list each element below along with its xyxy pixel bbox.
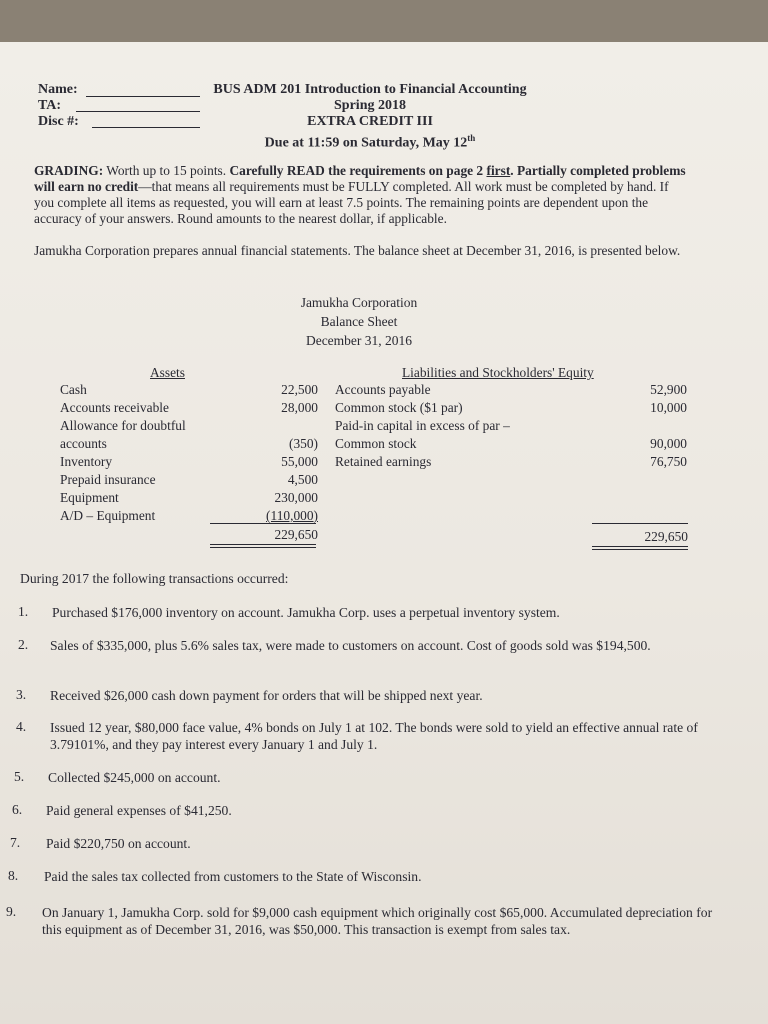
asset-row: Prepaid insurance 4,500	[60, 472, 318, 487]
assets-heading: Assets	[150, 365, 185, 380]
transaction-number: 7.	[10, 835, 21, 850]
transaction-text: Issued 12 year, $80,000 face value, 4% bonds on July 1 at 102. The bonds were sold to yield an effective annual rate of 3.79101%, and they pay interest every January 1 and July 1.	[50, 720, 698, 752]
transaction-text: Paid the sales tax collected from customers to the State of Wisconsin.	[44, 869, 422, 884]
asset-row: Allowance for doubtful	[60, 418, 186, 433]
liability-row: Accounts payable 52,900	[335, 382, 687, 397]
transaction-text: Paid general expenses of $41,250.	[46, 803, 232, 818]
course-title: BUS ADM 201 Introduction to Financial Accounting	[213, 82, 527, 97]
statement-heading	[234, 293, 484, 350]
transaction-number: 2.	[18, 637, 29, 652]
asset-row: Accounts receivable 28,000	[60, 400, 318, 415]
statement-name: Balance Sheet	[320, 314, 398, 329]
liability-row: Paid-in capital in excess of par –	[335, 418, 510, 433]
transaction-number: 5.	[14, 769, 25, 784]
liabilities-total-double-rule	[592, 546, 688, 550]
transaction-number: 3.	[16, 687, 27, 702]
asset-row: Cash 22,500	[60, 382, 318, 397]
liabilities-total: 229,650	[644, 529, 688, 544]
company-name: Jamukha Corporation	[300, 295, 418, 310]
transaction-number: 9.	[6, 904, 17, 919]
transaction-text: Collected $245,000 on account.	[48, 770, 221, 785]
asset-row: A/D – Equipment (110,000)	[60, 508, 318, 523]
liability-row: Common stock ($1 par) 10,000	[335, 400, 687, 415]
disc-blank	[92, 127, 200, 128]
disc-label: Disc #:	[38, 114, 79, 129]
transaction-number: 1.	[18, 604, 29, 619]
transaction-number: 4.	[16, 719, 27, 734]
ta-blank	[76, 111, 200, 112]
assets-total-double-rule	[210, 544, 316, 548]
assets-total: 229,650	[274, 527, 318, 542]
course-title-block	[200, 82, 540, 152]
liability-row: Common stock 90,000	[335, 436, 687, 451]
name-blank	[86, 96, 200, 97]
assets-list	[60, 381, 318, 525]
transaction-text: Received $26,000 cash down payment for orders that will be shipped next year.	[50, 688, 483, 703]
liabilities-list	[335, 381, 687, 471]
name-label: Name:	[38, 82, 78, 97]
intro-paragraph: Jamukha Corporation prepares annual financial statements. The balance sheet at December 31, 2016, is presented below.	[34, 243, 681, 258]
liabilities-subtotal-rule	[592, 523, 688, 524]
transactions-intro: During 2017 the following transactions occurred:	[20, 571, 289, 586]
due-date: Due at 11:59 on Saturday, May 12th	[264, 133, 476, 151]
transaction-text: On January 1, Jamukha Corp. sold for $9,000 cash equipment which originally cost $65,000. Accumulated depreciation for this equipment as of December 31, 2016, was $50,000. This transaction is exempt from sales tax.	[42, 905, 713, 937]
liability-row: Retained earnings 76,750	[335, 454, 687, 469]
grading-instructions: GRADING: Worth up to 15 points. Carefully READ the requirements on page 2 first. Partially completed problems will earn no credit—that means all requirements must be FULLY completed. All work must be completed by hand. If you complete all items as requested, you will earn at least 7.5 points. The remaining points are dependent upon the accuracy of your answers. Round amounts to the nearest dollar, if applicable.	[34, 163, 686, 226]
transaction-text: Sales of $335,000, plus 5.6% sales tax, were made to customers on account. Cost of goods sold was $194,500.	[50, 638, 651, 653]
assignment-title: EXTRA CREDIT III	[307, 114, 433, 129]
transaction-number: 6.	[12, 802, 23, 817]
transaction-text: Paid $220,750 on account.	[46, 836, 191, 851]
term: Spring 2018	[334, 98, 406, 113]
ta-label: TA:	[38, 98, 62, 113]
asset-row: Inventory 55,000	[60, 454, 318, 469]
transaction-text: Purchased $176,000 inventory on account. Jamukha Corp. uses a perpetual inventory system.	[52, 605, 560, 620]
asset-row: Equipment 230,000	[60, 490, 318, 505]
statement-date: December 31, 2016	[305, 333, 413, 348]
worksheet-page	[0, 42, 768, 1024]
assets-subtotal-rule	[210, 523, 316, 524]
asset-row: accounts (350)	[60, 436, 318, 451]
transaction-number: 8.	[8, 868, 19, 883]
liabilities-heading: Liabilities and Stockholders' Equity	[402, 365, 594, 380]
